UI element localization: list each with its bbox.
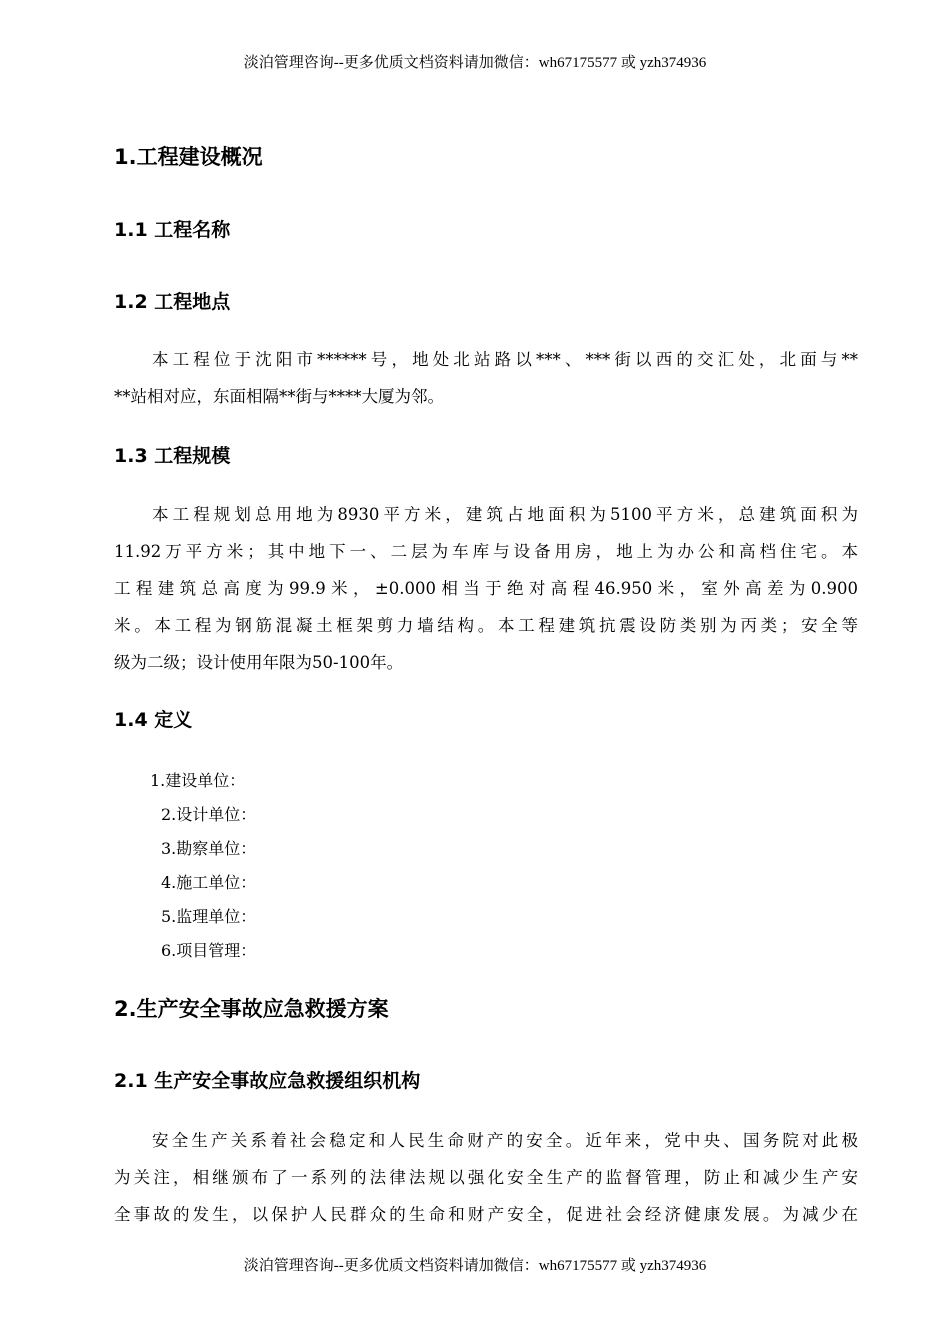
paragraph-line: 11.92万平方米；其中地下一、二层为车库与设备用房，地上为办公和高档住宅。本	[114, 542, 858, 561]
paragraph-line: 级为二级；设计使用年限为50-100年。	[114, 653, 404, 672]
page-footer: 淡泊管理咨询--更多优质文档资料请加微信：wh67175577 或 yzh374936	[243, 1258, 707, 1274]
page-header: 淡泊管理咨询--更多优质文档资料请加微信：wh67175577 或 yzh374936	[243, 55, 707, 71]
paragraph-line: 全事故的发生，以保护人民群众的生命和财产安全，促进社会经济健康发展。为减少在	[114, 1205, 858, 1224]
paragraph-emergency-organization	[114, 1122, 858, 1233]
paragraph-line: 安全生产关系着社会稳定和人民生命财产的安全。近年来，党中央、国务院对此极	[152, 1131, 858, 1150]
heading-section-2: 2.生产安全事故应急救援方案	[114, 997, 389, 1021]
heading-section-1: 1.工程建设概况	[114, 145, 263, 169]
heading-emergency-organization: 2.1 生产安全事故应急救援组织机构	[114, 1070, 421, 1092]
heading-project-name: 1.1 工程名称	[114, 219, 231, 241]
paragraph-line: 为关注，相继颁布了一系列的法律法规以强化安全生产的监督管理，防止和减少生产安	[114, 1168, 858, 1187]
heading-project-scale: 1.3 工程规模	[114, 445, 231, 467]
list-item: 6.项目管理：	[161, 941, 257, 960]
paragraph-line: 工程建筑总高度为99.9米，±0.000相当于绝对高程46.950米，室外高差为0.900	[114, 579, 858, 598]
list-item: 1.建设单位：	[150, 771, 246, 790]
paragraph-line: 本工程规划总用地为8930平方米，建筑占地面积为5100平方米，总建筑面积为	[152, 505, 858, 524]
paragraph-line: 米。本工程为钢筋混凝土框架剪力墙结构。本工程建筑抗震设防类别为丙类；安全等	[114, 616, 858, 635]
paragraph-line: **站相对应，东面相隔**街与****大厦为邻。	[114, 387, 444, 406]
list-item: 5.监理单位：	[161, 907, 257, 926]
definitions-list	[150, 764, 256, 968]
list-item: 4.施工单位：	[161, 873, 257, 892]
heading-project-location: 1.2 工程地点	[114, 291, 231, 313]
heading-definitions: 1.4 定义	[114, 709, 193, 731]
list-item: 2.设计单位：	[161, 805, 257, 824]
list-item: 3.勘察单位：	[161, 839, 257, 858]
paragraph-project-location	[114, 341, 858, 415]
paragraph-line: 本工程位于沈阳市******号，地处北站路以***、***街以西的交汇处，北面与**	[152, 350, 858, 369]
paragraph-project-scale	[114, 496, 858, 681]
